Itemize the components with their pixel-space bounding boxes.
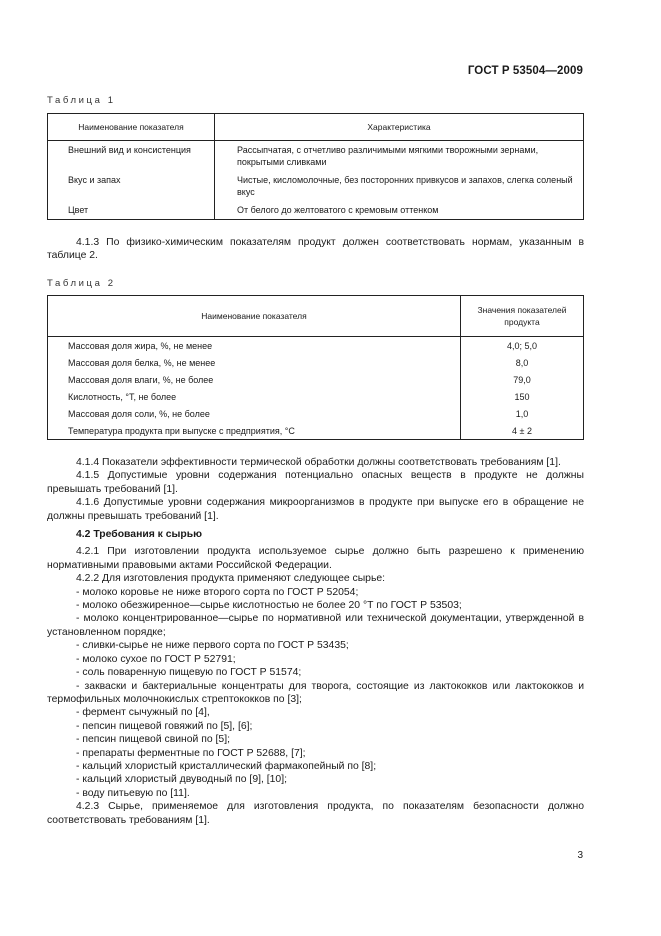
table1-cell-name: Цвет xyxy=(48,201,215,220)
table2-col-values: Значения показателей продукта xyxy=(461,296,584,337)
table1-cell-desc: Рассыпчатая, с отчетливо различимыми мягкими творожными зернами, покрытыми сливками xyxy=(215,141,584,172)
table1 xyxy=(47,113,584,220)
paragraph-4-1-3 xyxy=(47,236,584,263)
table2-cell-name: Кислотность, °Т, не более xyxy=(48,388,461,405)
table-row xyxy=(48,337,584,355)
table2-cell-value: 4,0; 5,0 xyxy=(461,337,584,355)
list-item: - пепсин пищевой свиной по [5]; xyxy=(76,734,230,746)
paragraph-4-1-6: 4.1.6 Допустимые уровни содержания микроорганизмов в продукте при выпуске его в обращение не должны превышать требований [1]. xyxy=(47,497,584,522)
table2-cell-name: Температура продукта при выпуске с предприятия, °С xyxy=(48,422,461,440)
list-item: - пепсин пищевой говяжий по [5], [6]; xyxy=(76,720,253,732)
list-item: - кальций хлористый кристаллический фармакопейный по [8]; xyxy=(76,760,377,772)
body-text xyxy=(47,456,584,827)
paragraph-text: 4.1.3 По физико-химическим показателям продукт должен соответствовать нормам, указанным в таблице 2. xyxy=(47,237,584,262)
table-row xyxy=(48,371,584,388)
table1-header-row xyxy=(48,114,584,141)
list-item: - закваски и бактериальные концентраты для творога, состоящие из лактококков или лактококков и термофильных молочнокислых стрептококков по [3]; xyxy=(47,680,584,705)
list-item: - кальций хлористый двуводный по [9], [10]; xyxy=(76,774,287,786)
table2-cell-name: Массовая доля жира, %, не менее xyxy=(48,337,461,355)
table2 xyxy=(47,295,584,440)
table2-cell-value: 8,0 xyxy=(461,354,584,371)
list-item: - молоко коровье не ниже второго сорта по ГОСТ Р 52054; xyxy=(76,586,359,598)
list-item: - фермент сычужный по [4], xyxy=(76,707,210,719)
page-number: 3 xyxy=(577,850,583,861)
document-code: ГОСТ Р 53504—2009 xyxy=(467,65,583,77)
table-row xyxy=(48,422,584,440)
table2-cell-value: 79,0 xyxy=(461,371,584,388)
table-row xyxy=(48,388,584,405)
list-item: - сливки-сырье не ниже первого сорта по ГОСТ Р 53435; xyxy=(76,640,349,652)
table1-cell-desc: Чистые, кисломолочные, без посторонних привкусов и запахов, слегка соленый вкус xyxy=(215,171,584,201)
list-item: - препараты ферментные по ГОСТ Р 52688, [7]; xyxy=(76,747,306,759)
table-row xyxy=(48,141,584,172)
table2-cell-value: 4 ± 2 xyxy=(461,422,584,440)
paragraph-4-2-1: 4.2.1 При изготовлении продукта используемое сырье должно быть разрешено к применению нормативными правовыми актами Российской Федерации. xyxy=(47,546,584,571)
table-row xyxy=(48,201,584,220)
table1-cell-name: Внешний вид и консистенция xyxy=(48,141,215,172)
table2-cell-value: 150 xyxy=(461,388,584,405)
list-item: - молоко обезжиренное—сырье кислотностью не более 20 °Т по ГОСТ Р 53503; xyxy=(76,600,462,612)
table-row xyxy=(48,171,584,201)
paragraph-4-1-4: 4.1.4 Показатели эффективности термической обработки должны соответствовать требованиям [1]. xyxy=(76,457,561,468)
table1-cell-name: Вкус и запах xyxy=(48,171,215,201)
list-item: - воду питьевую по [11]. xyxy=(76,787,190,799)
table2-col-name: Наименование показателя xyxy=(48,296,461,337)
paragraph-4-1-5: 4.1.5 Допустимые уровни содержания потенциально опасных веществ в продукте не должны превышать требований [1]. xyxy=(47,470,584,495)
table1-caption: Таблица 1 xyxy=(47,95,116,106)
list-item: - молоко сухое по ГОСТ Р 52791; xyxy=(76,653,236,665)
paragraph-4-2-2: 4.2.2 Для изготовления продукта применяют следующее сырье: xyxy=(76,573,386,585)
table2-cell-name: Массовая доля соли, %, не более xyxy=(48,405,461,422)
paragraph-4-2-3: 4.2.3 Сырье, применяемое для изготовления продукта, по показателям безопасности должно соответствовать требованиям [1]. xyxy=(47,801,584,826)
table2-cell-name: Массовая доля влаги, %, не более xyxy=(48,371,461,388)
list-item: - соль поваренную пищевую по ГОСТ Р 51574; xyxy=(76,667,302,679)
list-item: - молоко концентрированное—сырье по нормативной или технической документации, утвержденной в установленном порядке; xyxy=(47,613,584,638)
table-row xyxy=(48,354,584,371)
table2-header-row xyxy=(48,296,584,337)
table1-col-name: Наименование показателя xyxy=(48,114,215,141)
table2-cell-name: Массовая доля белка, %, не менее xyxy=(48,354,461,371)
table2-cell-value: 1,0 xyxy=(461,405,584,422)
table1-cell-desc: От белого до желтоватого с кремовым оттенком xyxy=(215,201,584,220)
table2-caption: Таблица 2 xyxy=(47,278,116,289)
table1-col-characteristic: Характеристика xyxy=(215,114,584,141)
table-row xyxy=(48,405,584,422)
section-heading-4-2: 4.2 Требования к сырью xyxy=(76,529,203,541)
